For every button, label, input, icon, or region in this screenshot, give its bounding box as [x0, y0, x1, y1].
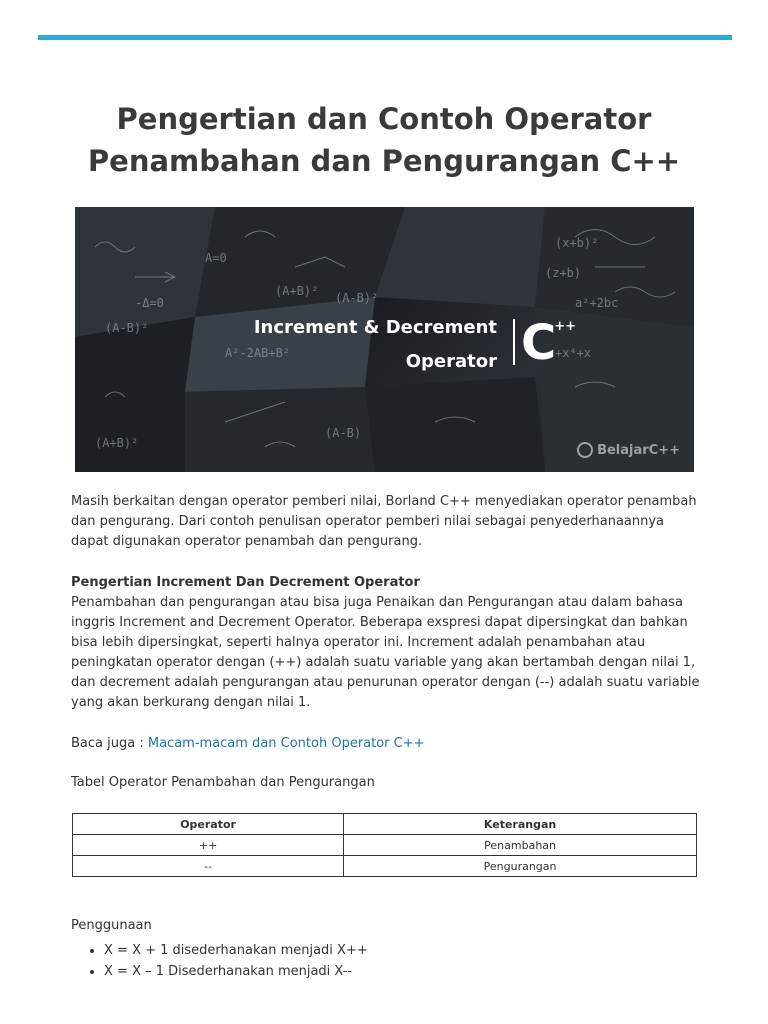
svg-text:(A-B)²: (A-B)² [105, 321, 149, 335]
svg-text:(A-B)²: (A-B)² [335, 291, 379, 305]
hero-title-line-2: Operator [405, 351, 497, 372]
table-cell-description: Penambahan [344, 835, 697, 856]
usage-list [86, 940, 368, 982]
svg-text:(x+b)²: (x+b)² [555, 236, 599, 250]
svg-text:a²+2bc: a²+2bc [575, 296, 619, 310]
table-caption [71, 773, 701, 793]
hero-brand-watermark [577, 442, 680, 458]
read-also [71, 734, 701, 754]
svg-text:+x⁴+x: +x⁴+x [555, 346, 592, 360]
svg-text:(A+B)²: (A+B)² [95, 436, 139, 450]
cpp-logo-plus: ++ [554, 319, 577, 334]
definition-section [71, 573, 701, 713]
svg-text:-Δ=0: -Δ=0 [135, 296, 164, 310]
usage-heading [71, 916, 701, 936]
svg-text:(z+b): (z+b) [545, 266, 582, 280]
list-item: • X = X + 1 disederhanakan menjadi X++ [104, 940, 368, 961]
svg-text:A=0: A=0 [205, 251, 227, 265]
table-header-operator: Operator [73, 814, 344, 835]
svg-text:(A-B): (A-B) [325, 426, 362, 440]
read-also-link[interactable]: Macam-macam dan Contoh Operator C++ [147, 736, 425, 751]
section-body: Penambahan dan pengurangan atau bisa juga Penaikan dan Pengurangan atau dalam bahasa inggris Increment and Decrement Operator. Beberapa exspresi dapat dipersingkat dan bahkan bisa lebih dipersingkat, seperti halnya operator ini. Increment adalah penambahan atau peningkatan operator dengan (++) adalah suatu variable yang akan bertambah dengan nilai 1, dan decrement adalah pengurangan atau penurunan operator dengan (--) adalah suatu variable yang akan berkurang dengan nilai 1. [71, 595, 700, 710]
hero-brand-text: BelajarC++ [597, 442, 680, 458]
intro-text: Masih berkaitan dengan operator pemberi nilai, Borland C++ menyediakan operator penambah dan pengurang. Dari contoh penulisan operator pemberi nilai sebagai penyederhanaannya dapat digunakan operator penambah dan pengurang. [71, 494, 697, 549]
section-heading: Pengertian Increment Dan Decrement Operator [71, 575, 420, 590]
cpp-logo-letter: C [521, 315, 557, 371]
cpp-logo-icon [521, 311, 576, 371]
brand-logo-icon [577, 442, 593, 458]
svg-text:(A+B)²: (A+B)² [275, 284, 319, 298]
table-caption-text: Tabel Operator Penambahan dan Pengurangan [71, 775, 375, 790]
read-also-label: Baca juga : [71, 736, 148, 751]
hero-title-line-1: Increment & Decrement [253, 317, 497, 338]
table-cell-description: Pengurangan [344, 856, 697, 877]
table-header-row [73, 814, 697, 835]
page-title-line-1: Pengertian dan Contoh Operator [116, 102, 652, 136]
hero-image [75, 207, 694, 472]
table-row [73, 856, 697, 877]
page-title-line-2: Penambahan dan Pengurangan C++ [87, 144, 681, 178]
svg-text:A²-2AB+B²: A²-2AB+B² [225, 346, 291, 360]
hero-title [205, 311, 497, 379]
table-cell-operator: ++ [73, 835, 344, 856]
operator-table [72, 813, 697, 877]
table-cell-operator: -- [73, 856, 344, 877]
usage-heading-text: Penggunaan [71, 918, 152, 933]
table-row [73, 835, 697, 856]
page-title [60, 98, 708, 182]
table-header-description: Keterangan [344, 814, 697, 835]
intro-paragraph [71, 492, 701, 552]
hero-divider [513, 319, 515, 365]
top-accent-bar [38, 35, 732, 40]
list-item: • X = X – 1 Disederhanakan menjadi X-- [104, 961, 368, 982]
